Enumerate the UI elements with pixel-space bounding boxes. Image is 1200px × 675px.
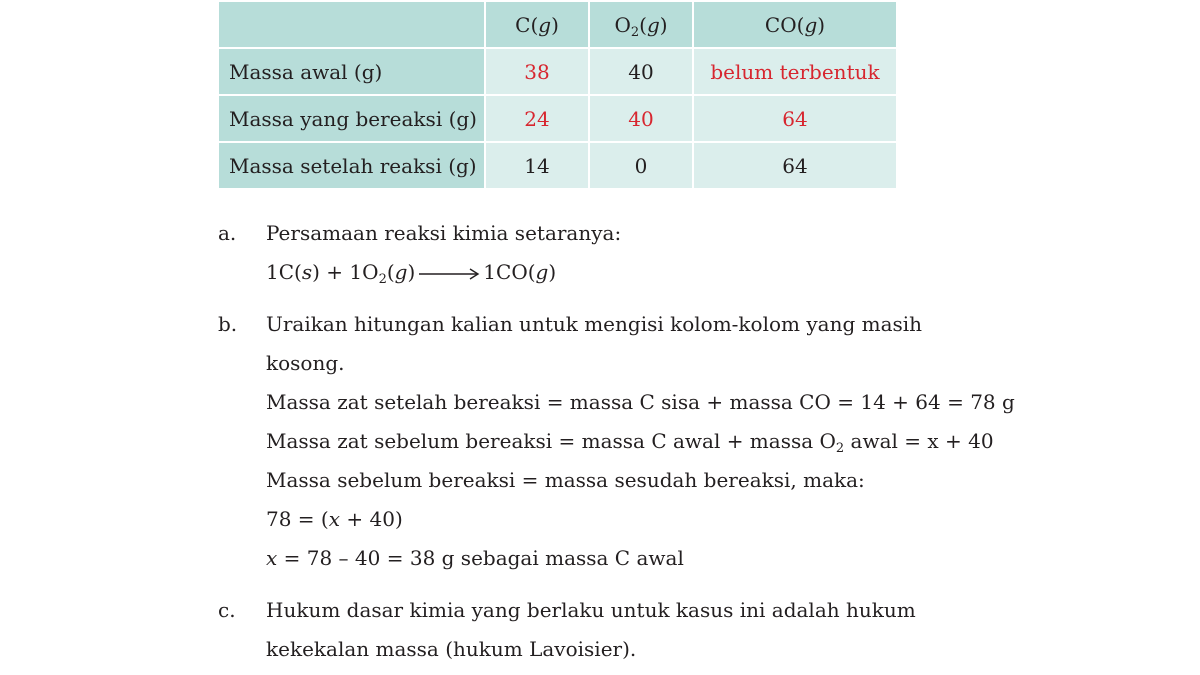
header-oxygen: $O_2(g)$ bbox=[589, 1, 693, 48]
item-c bbox=[218, 591, 1118, 669]
item-marker: c. bbox=[218, 598, 236, 622]
calc-line: x = 78 – 40 = 38 g sebagai massa C awal bbox=[266, 546, 684, 570]
row-label: Massa setelah reaksi (g) bbox=[218, 142, 485, 189]
item-b bbox=[218, 305, 1118, 578]
mass-table bbox=[217, 0, 898, 190]
item-c-text: kekekalan massa (hukum Lavoisier). bbox=[266, 637, 637, 661]
table-row bbox=[218, 142, 897, 189]
cell-carbon: 38 bbox=[485, 48, 589, 95]
calc-line: 78 = (x + 40) bbox=[266, 507, 403, 531]
item-marker: b. bbox=[218, 312, 238, 336]
calc-line: Massa sebelum bereaksi = massa sesudah bereaksi, maka: bbox=[266, 468, 865, 492]
answer-list bbox=[218, 214, 1118, 669]
row-label: Massa awal (g) bbox=[218, 48, 485, 95]
header-carbon-monoxide: CO(g) bbox=[693, 1, 897, 48]
cell-carbon-monoxide: belum terbentuk bbox=[693, 48, 897, 95]
header-carbon: C(g) bbox=[485, 1, 589, 48]
item-b-text: kosong. bbox=[266, 351, 345, 375]
calc-line: Massa zat setelah bereaksi = massa C sisa + massa CO = 14 + 64 = 78 g bbox=[266, 390, 1015, 414]
cell-oxygen: 0 bbox=[589, 142, 693, 189]
table-row bbox=[218, 48, 897, 95]
header-corner bbox=[218, 1, 485, 48]
cell-oxygen: 40 bbox=[589, 48, 693, 95]
cell-carbon: 24 bbox=[485, 95, 589, 142]
cell-oxygen: 40 bbox=[589, 95, 693, 142]
cell-carbon-monoxide: 64 bbox=[693, 142, 897, 189]
item-c-text: Hukum dasar kimia yang berlaku untuk kasus ini adalah hukum bbox=[266, 598, 916, 622]
item-a bbox=[218, 214, 1118, 292]
item-b-text: Uraikan hitungan kalian untuk mengisi kolom-kolom yang masih bbox=[266, 312, 923, 336]
table-row bbox=[218, 95, 897, 142]
reaction-equation: $1C(s) + 1O_2(g)$ 1CO(g) bbox=[266, 260, 557, 287]
item-marker: a. bbox=[218, 221, 237, 245]
row-label: Massa yang bereaksi (g) bbox=[218, 95, 485, 142]
item-a-text: Persamaan reaksi kimia setaranya: bbox=[266, 221, 622, 245]
cell-carbon: 14 bbox=[485, 142, 589, 189]
cell-carbon-monoxide: 64 bbox=[693, 95, 897, 142]
table-header-row bbox=[218, 1, 897, 48]
calc-line: Massa zat sebelum bereaksi = massa C awal + massa $O_2$ awal = x + 40 bbox=[266, 429, 994, 456]
reaction-arrow-icon bbox=[418, 267, 480, 281]
